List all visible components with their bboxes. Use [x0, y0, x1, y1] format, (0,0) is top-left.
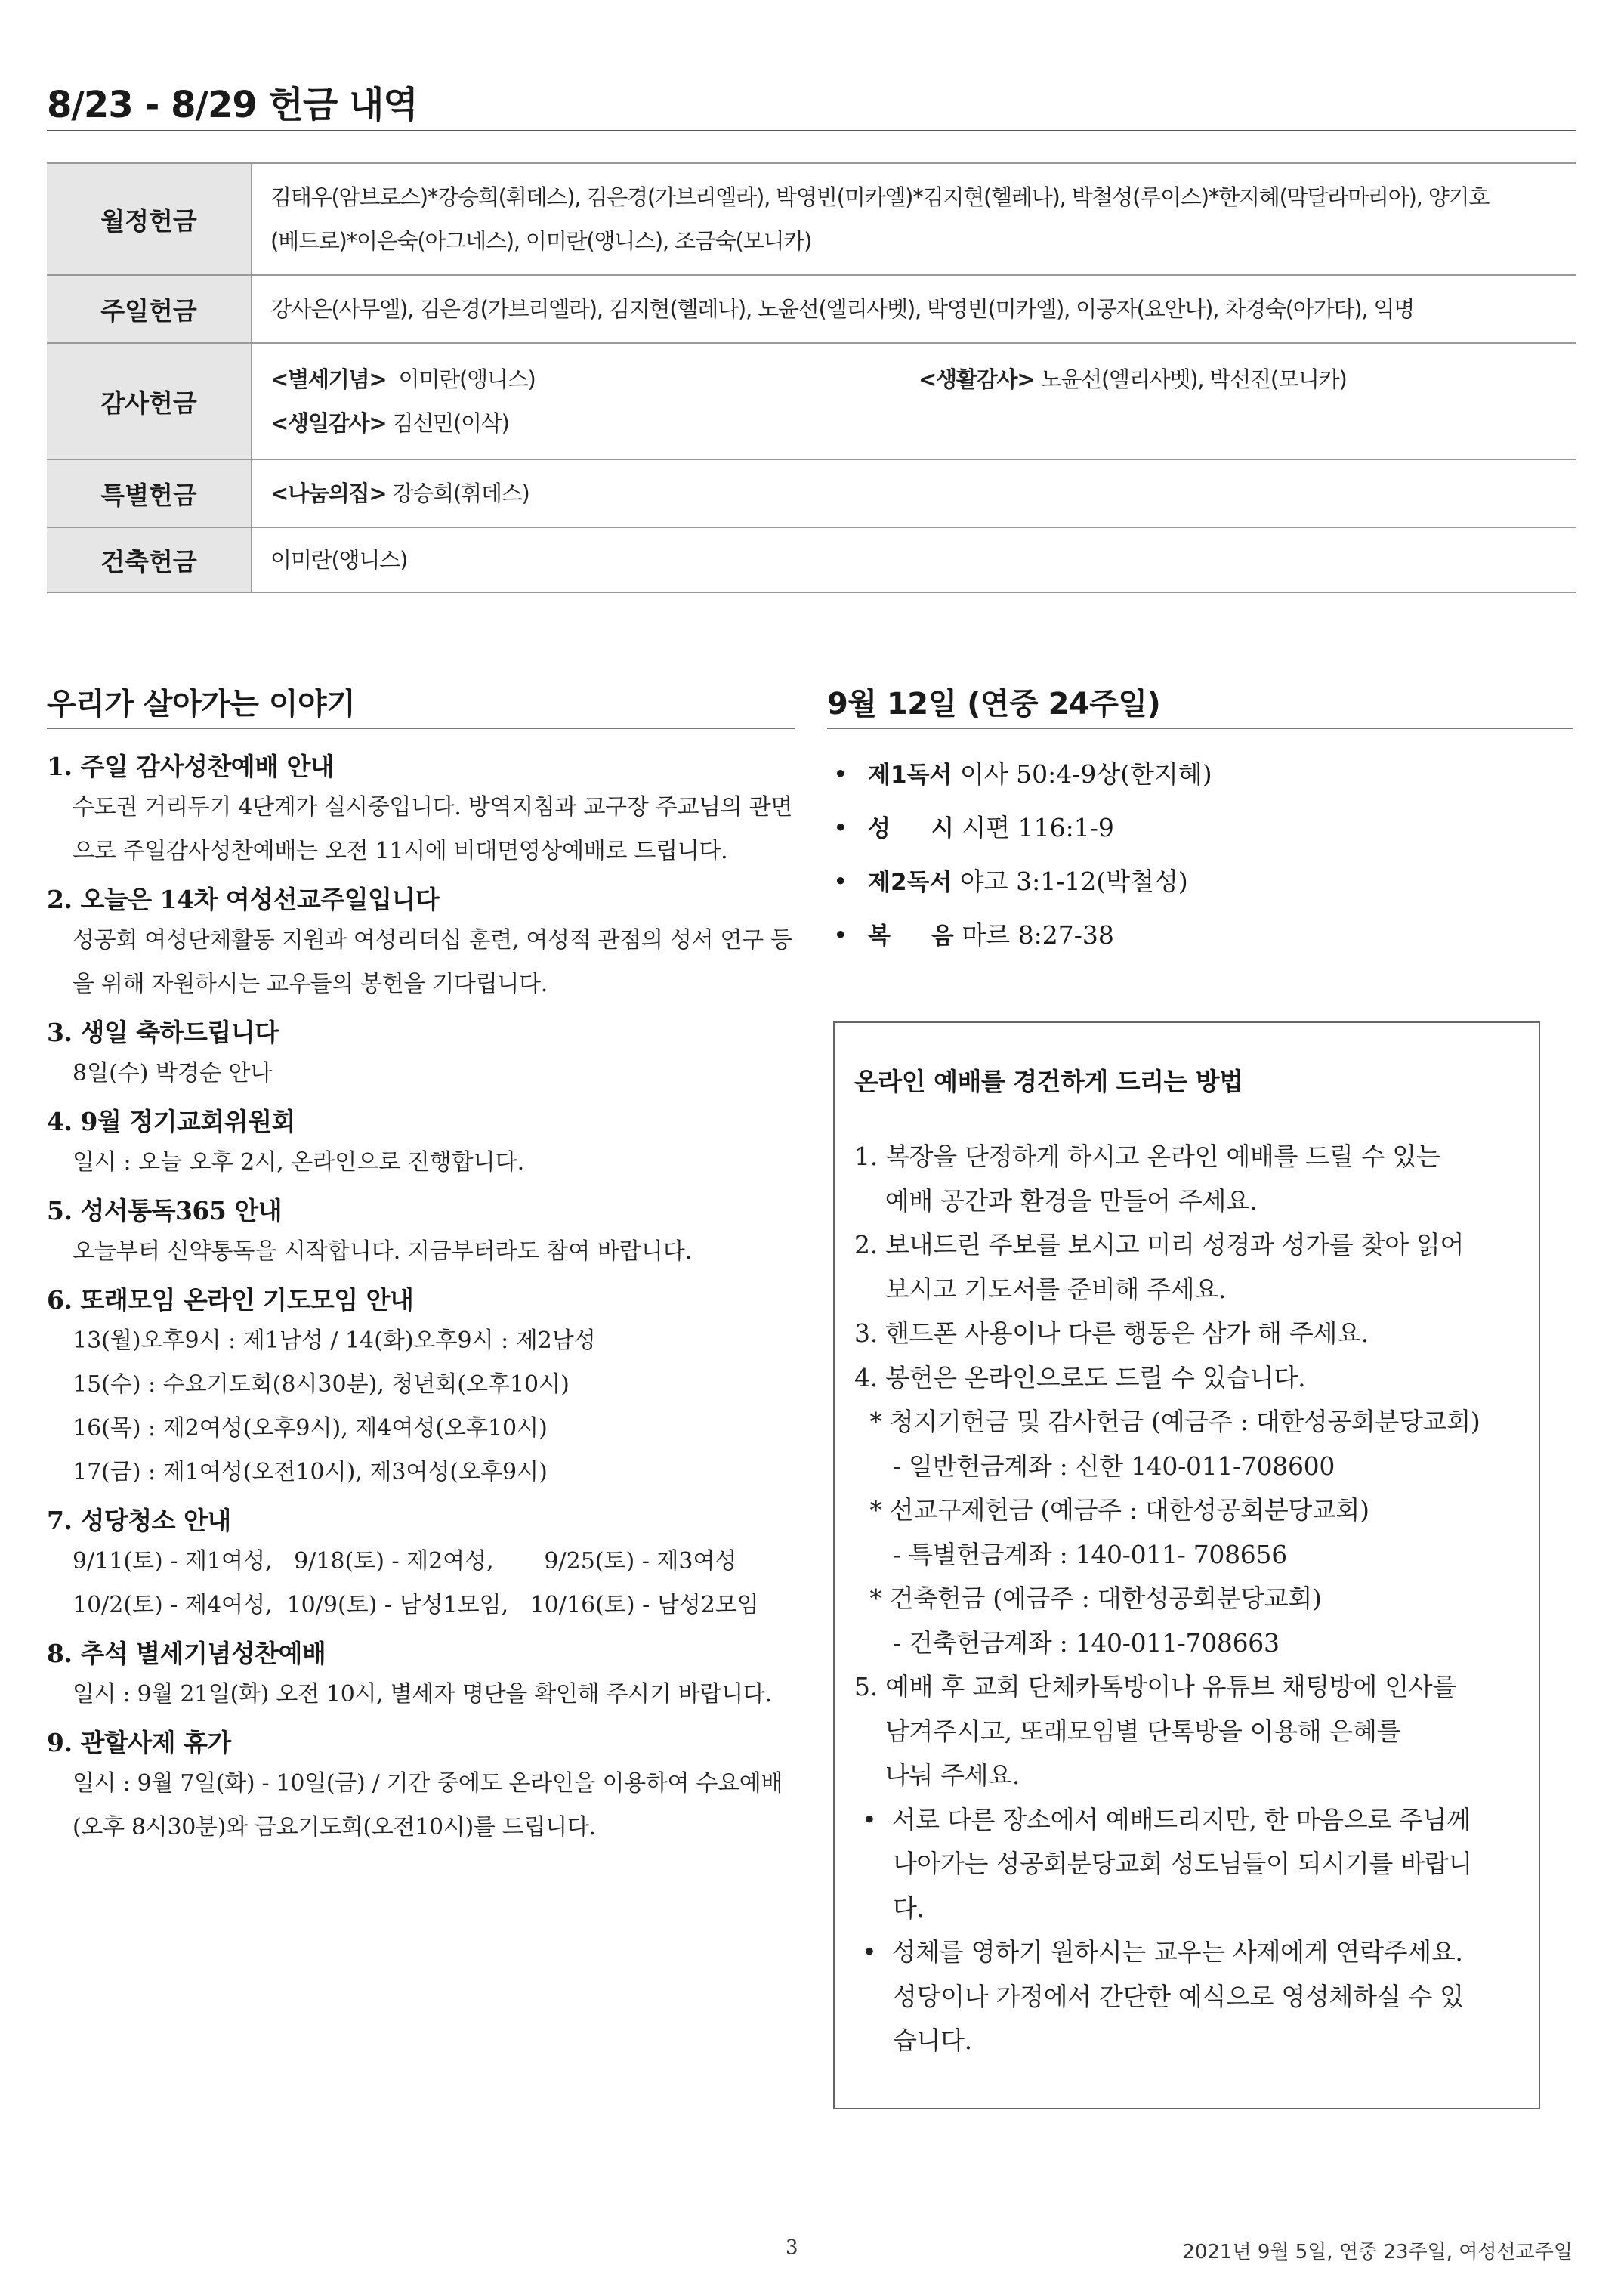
thanks-tag-memorial: <별세기념>: [270, 366, 387, 392]
offering-names: [252, 163, 1576, 275]
special-names: 강승희(휘데스): [392, 481, 529, 506]
offering-names: [252, 343, 1576, 459]
story-heading: 3. 생일 축하드립니다: [47, 1018, 279, 1047]
online-line: 보시고 기도서를 준비해 주세요.: [854, 1274, 1227, 1304]
online-line: 1. 복장을 단정하게 하시고 온라인 예배를 드릴 수 있는: [854, 1142, 1440, 1171]
offering-names: 이미란(앵니스): [252, 527, 1576, 592]
story-line: 17(금) : 제1여성(오전10시), 제3여성(오후9시): [73, 1459, 548, 1485]
online-line: 나눠 주세요.: [854, 1760, 1020, 1790]
story-body: 성공회 여성단체활동 지원과 여성리더십 훈련, 여성적 관점의 성서 연구 등을 위해 자원하시는 교우들의 봉헌을 기다립니다.: [73, 927, 792, 997]
story-line: 9/11(토) - 제1여성, 9/18(토) - 제2여성, 9/25(토) - 제3여성: [73, 1548, 737, 1575]
online-worship-list: [854, 1135, 1527, 2063]
story-item: [47, 748, 795, 873]
story-heading: 6. 또래모임 온라인 기도모임 안내: [47, 1285, 414, 1315]
story-heading: 5. 성서통독365 안내: [47, 1196, 283, 1225]
offering-row-sunday: [47, 275, 1576, 343]
page-number: 3: [786, 2236, 798, 2259]
story-line: 15(수) : 수요기도회(8시30분), 청년회(오후10시): [73, 1371, 570, 1398]
bullet-icon: •: [833, 867, 848, 896]
story-item: [47, 1635, 795, 1717]
offering-row-special: [47, 459, 1576, 527]
story-item: [47, 1724, 795, 1850]
online-line: - 건축헌금계좌 : 140-011-708663: [854, 1627, 1280, 1658]
online-line: 성당이나 가정에서 간단한 예식으로 영성체하실 수 있: [854, 1981, 1464, 2011]
offering-title: 8/23 - 8/29 헌금 내역: [47, 84, 418, 126]
story-item: [47, 1192, 795, 1274]
online-line: 다.: [854, 1893, 925, 1923]
offering-label: 특별헌금: [47, 459, 252, 527]
story-line: 오늘부터 신약통독을 시작합니다. 지금부터라도 참여 바랍니다.: [73, 1238, 693, 1265]
offering-table: [47, 162, 1576, 593]
online-line: 5. 예배 후 교회 단체카톡방이나 유튜브 채팅방에 인사를: [854, 1672, 1456, 1701]
reading-text: 시편 116:1-9: [962, 813, 1114, 842]
online-line: 4. 봉헌은 온라인으로도 드릴 수 있습니다.: [854, 1362, 1306, 1392]
reading-label: 제1독서: [868, 762, 952, 789]
story-line: 일시 : 오늘 오후 2시, 온라인으로 진행합니다.: [73, 1149, 525, 1176]
reading-text: 야고 3:1-12(박철성): [959, 867, 1188, 896]
online-line: - 특별헌금계좌 : 140-011- 708656: [854, 1539, 1287, 1569]
story-line: 13(월)오후9시 : 제1남성 / 14(화)오후9시 : 제2남성: [73, 1327, 596, 1354]
reading-item: [827, 748, 1567, 802]
offering-title-rule: [47, 130, 1576, 131]
online-line: 3. 핸드폰 사용이나 다른 행동은 삼가 해 주세요.: [854, 1318, 1369, 1348]
offering-line: 김태우(암브로스)*강승희(휘데스), 김은경(가브리엘라), 박영빈(미카엘)*김지현(헬레나), 박철성(루이스)*한지혜(막달라마리아), 양기호: [270, 184, 1490, 210]
thanks-names-life: 노윤선(엘리사벳), 박선진(모니카): [1040, 366, 1347, 392]
online-line: 습니다.: [854, 2026, 972, 2055]
thanks-tag-birthday: <생일감사>: [270, 410, 387, 436]
story-item: [47, 1281, 795, 1494]
thanks-tag-life: <생활감사>: [919, 366, 1035, 392]
online-line: - 일반헌금계좌 : 신한 140-011-708600: [854, 1451, 1335, 1481]
online-line: * 건축헌금 (예금주 : 대한성공회분당교회): [854, 1584, 1322, 1613]
offering-row-building: [47, 527, 1576, 592]
offering-line: (베드로)*이은숙(아그네스), 이미란(앵니스), 조금숙(모니카): [270, 228, 812, 254]
online-line: * 선교구제헌금 (예금주 : 대한성공회분당교회): [854, 1495, 1369, 1525]
story-heading: 4. 9월 정기교회위원회: [47, 1107, 295, 1136]
story-title-rule: [47, 728, 795, 729]
story-item: [47, 881, 795, 1006]
online-worship-box: [833, 1021, 1540, 2109]
thanks-names-memorial: 이미란(앵니스): [398, 366, 536, 392]
online-line: • 성체를 영하기 원하시는 교우는 사제에게 연락주세요.: [854, 1937, 1463, 1967]
offering-row-thanks: [47, 343, 1576, 459]
offering-names: [252, 459, 1576, 527]
readings-title-rule: [827, 728, 1573, 729]
story-heading: 9. 관할사제 휴가: [47, 1728, 231, 1757]
online-line: 예배 공간과 환경을 만들어 주세요.: [854, 1185, 1258, 1216]
story-heading: 8. 추석 별세기념성찬예배: [47, 1639, 326, 1668]
story-item: [47, 1103, 795, 1185]
offering-label: 건축헌금: [47, 527, 252, 592]
story-item: [47, 1502, 795, 1627]
offering-label: 감사헌금: [47, 343, 252, 459]
online-line: 2. 보내드린 주보를 보시고 미리 성경과 성가를 찾아 읽어: [854, 1230, 1465, 1259]
offering-label: 주일헌금: [47, 275, 252, 343]
readings-title: 9월 12일 (연중 24주일): [827, 687, 1161, 722]
footer-date: 2021년 9월 5일, 연중 23주일, 여성선교주일: [1182, 2241, 1573, 2264]
story-title: 우리가 살아가는 이야기: [47, 687, 356, 722]
reading-label: 복 음: [868, 922, 954, 950]
story-body: 수도권 거리두기 4단계가 실시중입니다. 방역지침과 교구장 주교님의 관면으로 주일감사성찬예배는 오전 11시에 비대면영상예배로 드립니다.: [73, 794, 793, 864]
story-body: 일시 : 9월 21일(화) 오전 10시, 별세자 명단을 확인해 주시기 바랍니다.: [73, 1681, 772, 1707]
story-line: 16(목) : 제2여성(오후9시), 제4여성(오후10시): [73, 1415, 548, 1442]
reading-item: [827, 855, 1567, 909]
reading-label: 성 시: [868, 815, 954, 842]
readings-list: [827, 748, 1567, 963]
online-line: * 청지기헌금 및 감사헌금 (예금주 : 대한성공회분당교회): [854, 1407, 1480, 1436]
offering-row-monthly: [47, 163, 1576, 275]
story-heading: 1. 주일 감사성찬예배 안내: [47, 752, 335, 781]
reading-label: 제2독서: [868, 869, 952, 896]
online-line: 나아가는 성공회분당교회 성도님들이 되시기를 바랍니: [854, 1849, 1473, 1878]
online-worship-title: 온라인 예배를 경건하게 드리는 방법: [854, 1067, 1243, 1096]
bullet-icon: •: [833, 920, 848, 950]
offering-names: 강사은(사무엘), 김은경(가브리엘라), 김지현(헬레나), 노윤선(엘리사벳), 박영빈(미카엘), 이공자(요안나), 차경숙(아가타), 익명: [252, 275, 1576, 343]
reading-item: [827, 802, 1567, 855]
online-line: • 서로 다른 장소에서 예배드리지만, 한 마음으로 주님께: [854, 1804, 1471, 1834]
offering-label: 월정헌금: [47, 163, 252, 275]
story-item: [47, 1014, 795, 1096]
bullet-icon: •: [833, 813, 848, 842]
story-body: 일시 : 9월 7일(화) - 10일(금) / 기간 중에도 온라인을 이용하여 수요예배(오후 8시30분)와 금요기도회(오전10시)를 드립니다.: [73, 1770, 783, 1840]
story-list: [47, 748, 795, 1857]
special-tag: <나눔의집>: [270, 481, 387, 506]
bullet-icon: •: [833, 759, 848, 789]
reading-text: 마르 8:27-38: [962, 920, 1114, 950]
online-line: 남겨주시고, 또래모임별 단톡방을 이용해 은혜를: [854, 1716, 1401, 1746]
story-line: 10/2(토) - 제4여성, 10/9(토) - 남성1모임, 10/16(토) - 남성2모임: [73, 1592, 759, 1618]
story-heading: 2. 오늘은 14차 여성선교주일입니다: [47, 885, 440, 914]
thanks-names-birthday: 김선민(이삭): [392, 410, 509, 436]
story-line: 8일(수) 박경순 안나: [73, 1060, 273, 1086]
reading-item: [827, 909, 1567, 963]
reading-text: 이사 50:4-9상(한지혜): [959, 759, 1212, 789]
story-heading: 7. 성당청소 안내: [47, 1506, 231, 1535]
